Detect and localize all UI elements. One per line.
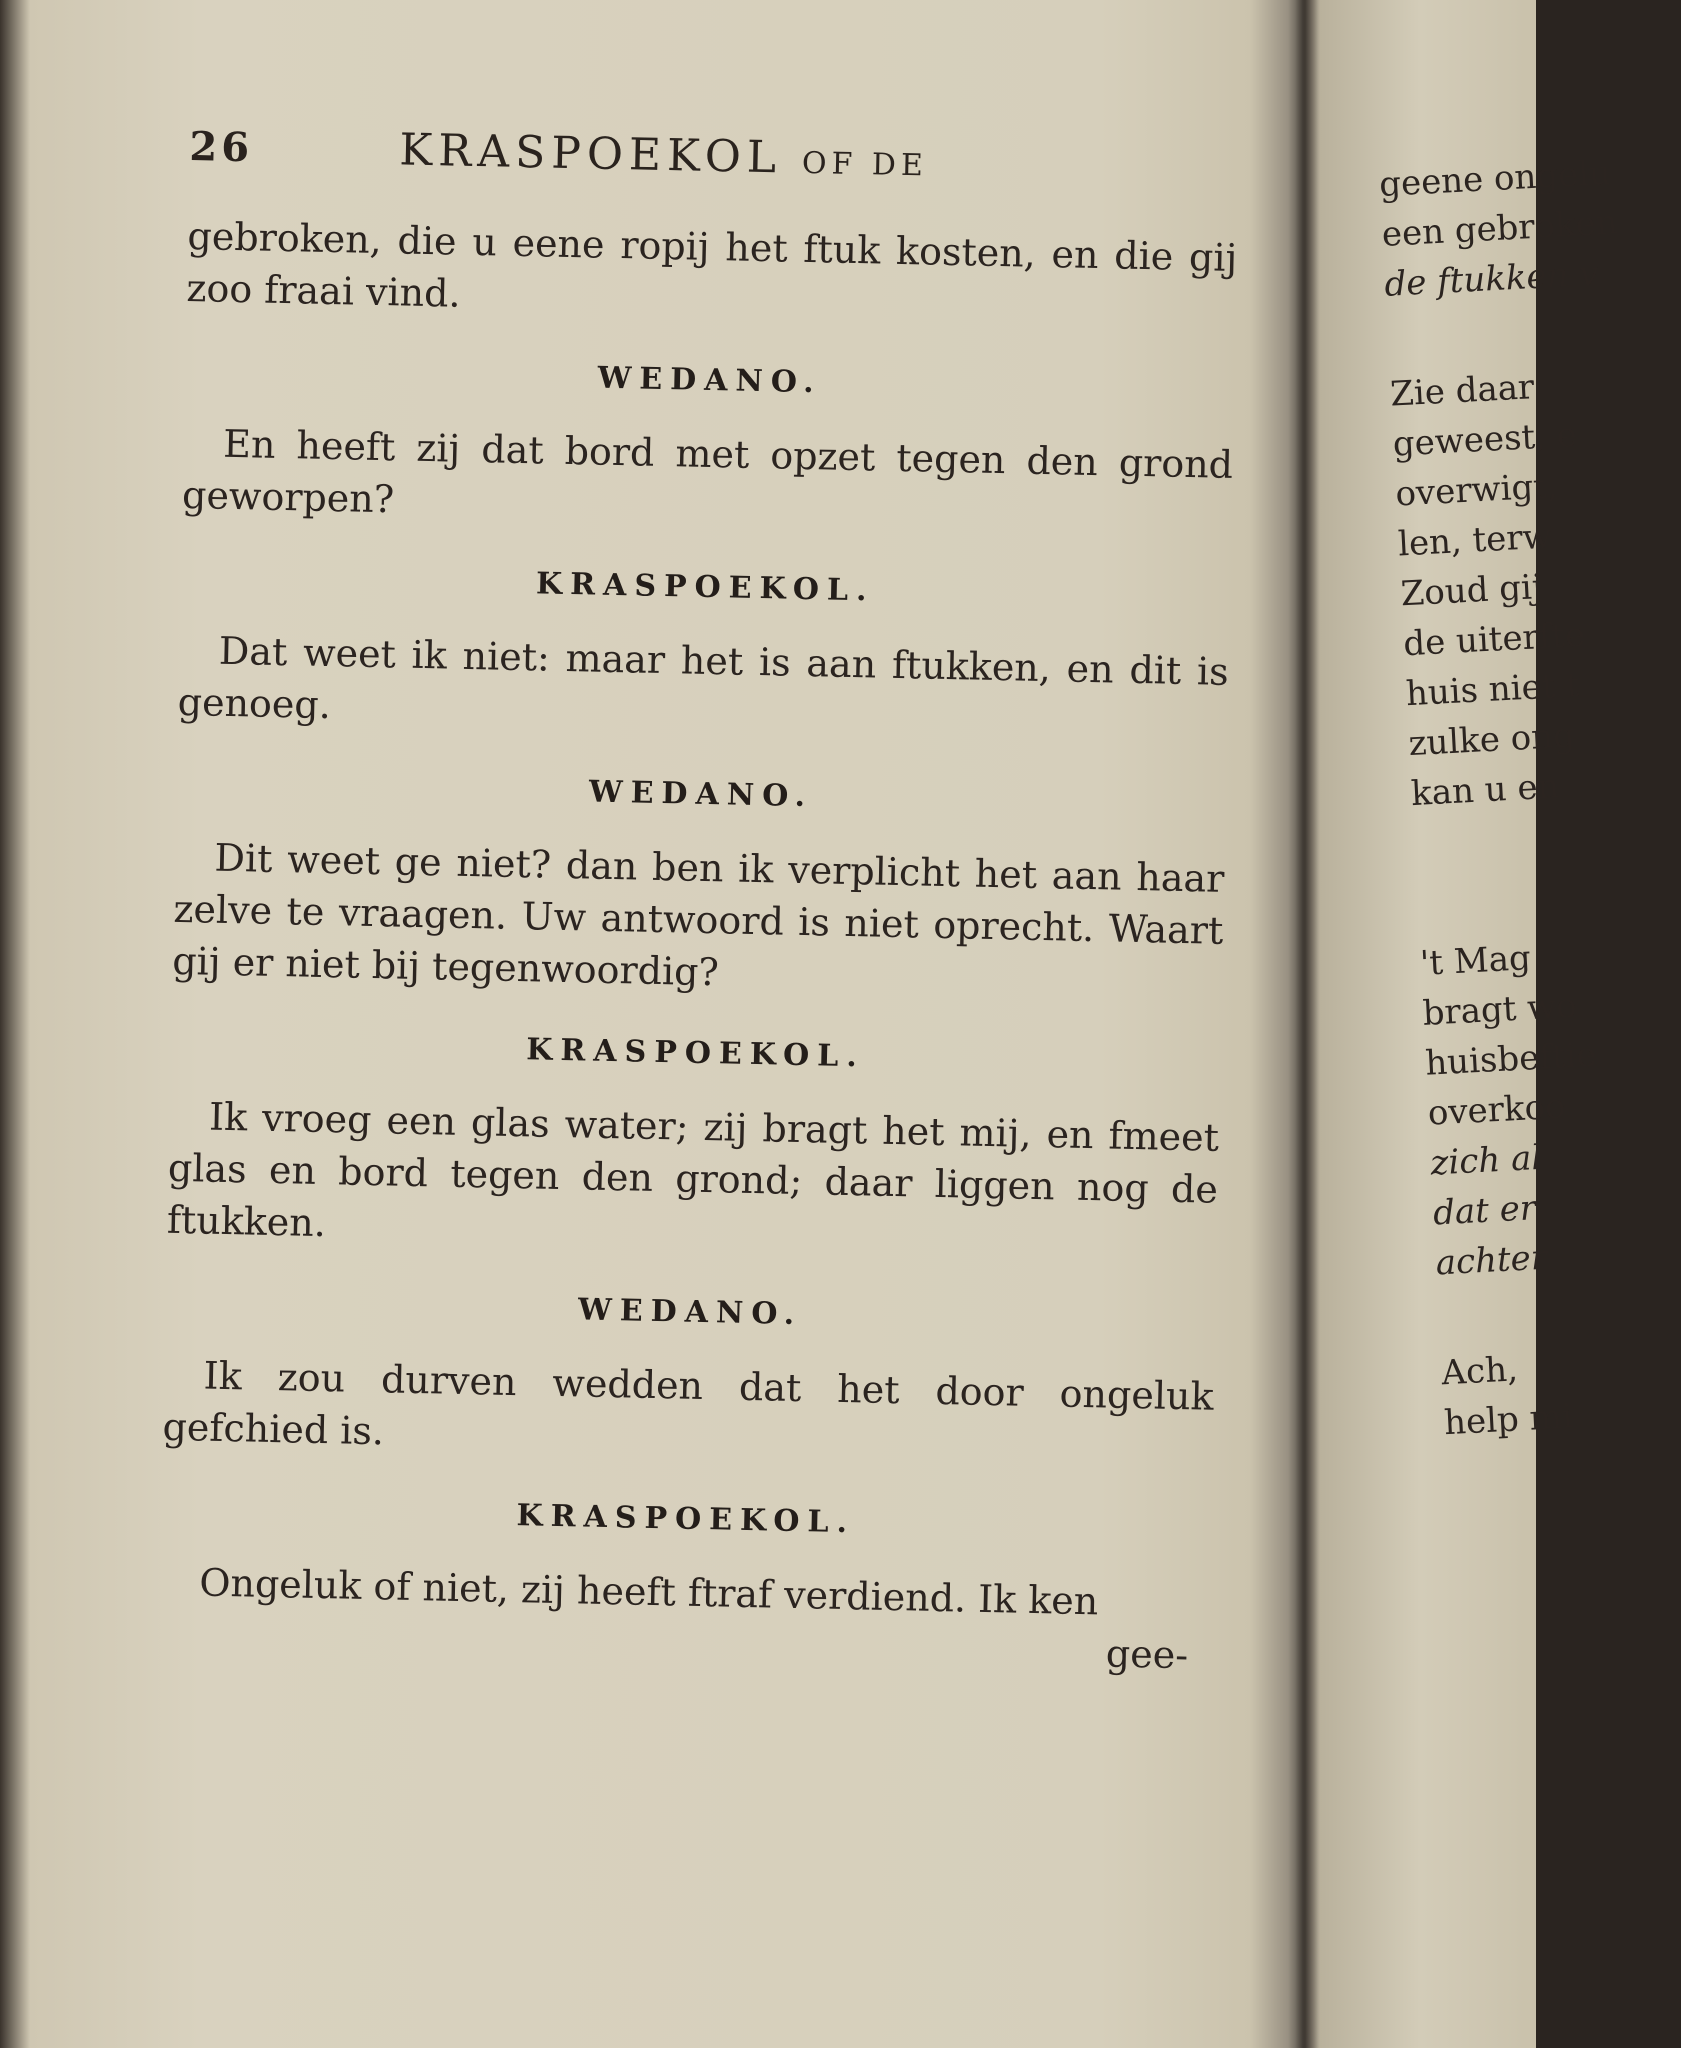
right-page-line: 't Mag bbox=[1419, 938, 1532, 984]
speaker-name: WEDANO. bbox=[597, 360, 823, 401]
page-number: 26 bbox=[188, 122, 254, 172]
right-page-text bbox=[1378, 148, 1665, 1448]
right-page bbox=[1308, 40, 1619, 2040]
dialogue-paragraph: Dat weet ik niet: maar het is aan ftukken, en dit is genoeg. bbox=[177, 628, 1230, 728]
speaker-name: KRASPOEKOL. bbox=[516, 1498, 856, 1541]
right-page-line: help mi bbox=[1443, 1396, 1574, 1444]
right-page-line: zich al bbox=[1429, 1137, 1544, 1184]
running-title bbox=[399, 124, 929, 186]
dialogue-paragraph: En heeft zij dat bord met opzet tegen den grond geworpen? bbox=[181, 421, 1234, 522]
left-page bbox=[20, 40, 1300, 2040]
dialogue-paragraph: gebroken, die u eene ropij het ftuk kosten, en die gij zoo fraai vind. bbox=[186, 213, 1238, 316]
right-page-line: Ach, bbox=[1440, 1349, 1519, 1394]
catchword: gee- bbox=[1105, 1631, 1189, 1678]
running-title-main: KRASPOEKOL bbox=[398, 124, 783, 184]
right-page-line: overwigt, bbox=[1394, 466, 1559, 515]
right-page-line: de ftukken v bbox=[1383, 253, 1600, 305]
speaker-name: KRASPOEKOL. bbox=[526, 1032, 866, 1075]
speaker-name: KRASPOEKOL. bbox=[535, 566, 875, 609]
right-page-line: geene ongelu bbox=[1378, 152, 1612, 205]
right-page-line: huisbeftie bbox=[1424, 1034, 1598, 1084]
right-fragments-end bbox=[1440, 1337, 1665, 1448]
right-fragments-bottom bbox=[1419, 927, 1657, 1288]
right-page-line: Zie daar bbox=[1389, 367, 1536, 415]
right-page-line: bragt wo bbox=[1421, 985, 1578, 1034]
right-page-line: dat er bbox=[1432, 1188, 1538, 1234]
right-page-line: geweest, e bbox=[1391, 415, 1578, 465]
dialogue-paragraph: Ik vroeg een glas water; zij bragt het mij, en fmeet glas en bord tegen den grond; daar liggen nog de ftukken. bbox=[166, 1094, 1220, 1246]
speaker-name: WEDANO. bbox=[577, 1292, 803, 1333]
right-page-line: achter bbox=[1434, 1237, 1548, 1284]
dialogue-paragraph: Ongeluk of niet, zij heeft ftraf verdiend. Ik ken bbox=[198, 1560, 1099, 1624]
running-title-rest: OF DE bbox=[801, 145, 929, 184]
dialogue-body bbox=[159, 210, 1238, 1630]
right-page-line: een gebroken bbox=[1380, 202, 1619, 255]
right-page-line: zulke ong bbox=[1407, 715, 1576, 765]
right-fragments-top bbox=[1378, 148, 1619, 309]
right-fragments-mid bbox=[1389, 358, 1632, 819]
right-page-line: Zoud gij bbox=[1399, 567, 1544, 615]
right-page-line: overkoo bbox=[1426, 1086, 1567, 1134]
right-page-line: kan u en bbox=[1410, 766, 1561, 815]
right-page-line: len, terw bbox=[1397, 516, 1553, 565]
dialogue-paragraph: Ik zou durven wedden dat het door ongeluk gefchied is. bbox=[162, 1353, 1214, 1454]
speaker-name: WEDANO. bbox=[588, 774, 814, 815]
left-page-text bbox=[158, 120, 1240, 1678]
dialogue-paragraph: Dit weet ge niet? dan ben ik verplicht het aan haar zelve te vraagen. Uw antwoord is niet oprecht. Waart gij er niet bij tegenwoordig? bbox=[171, 835, 1225, 995]
right-page-line: huis niet t bbox=[1404, 665, 1581, 715]
right-page-line: de uiterfte bbox=[1402, 614, 1587, 665]
